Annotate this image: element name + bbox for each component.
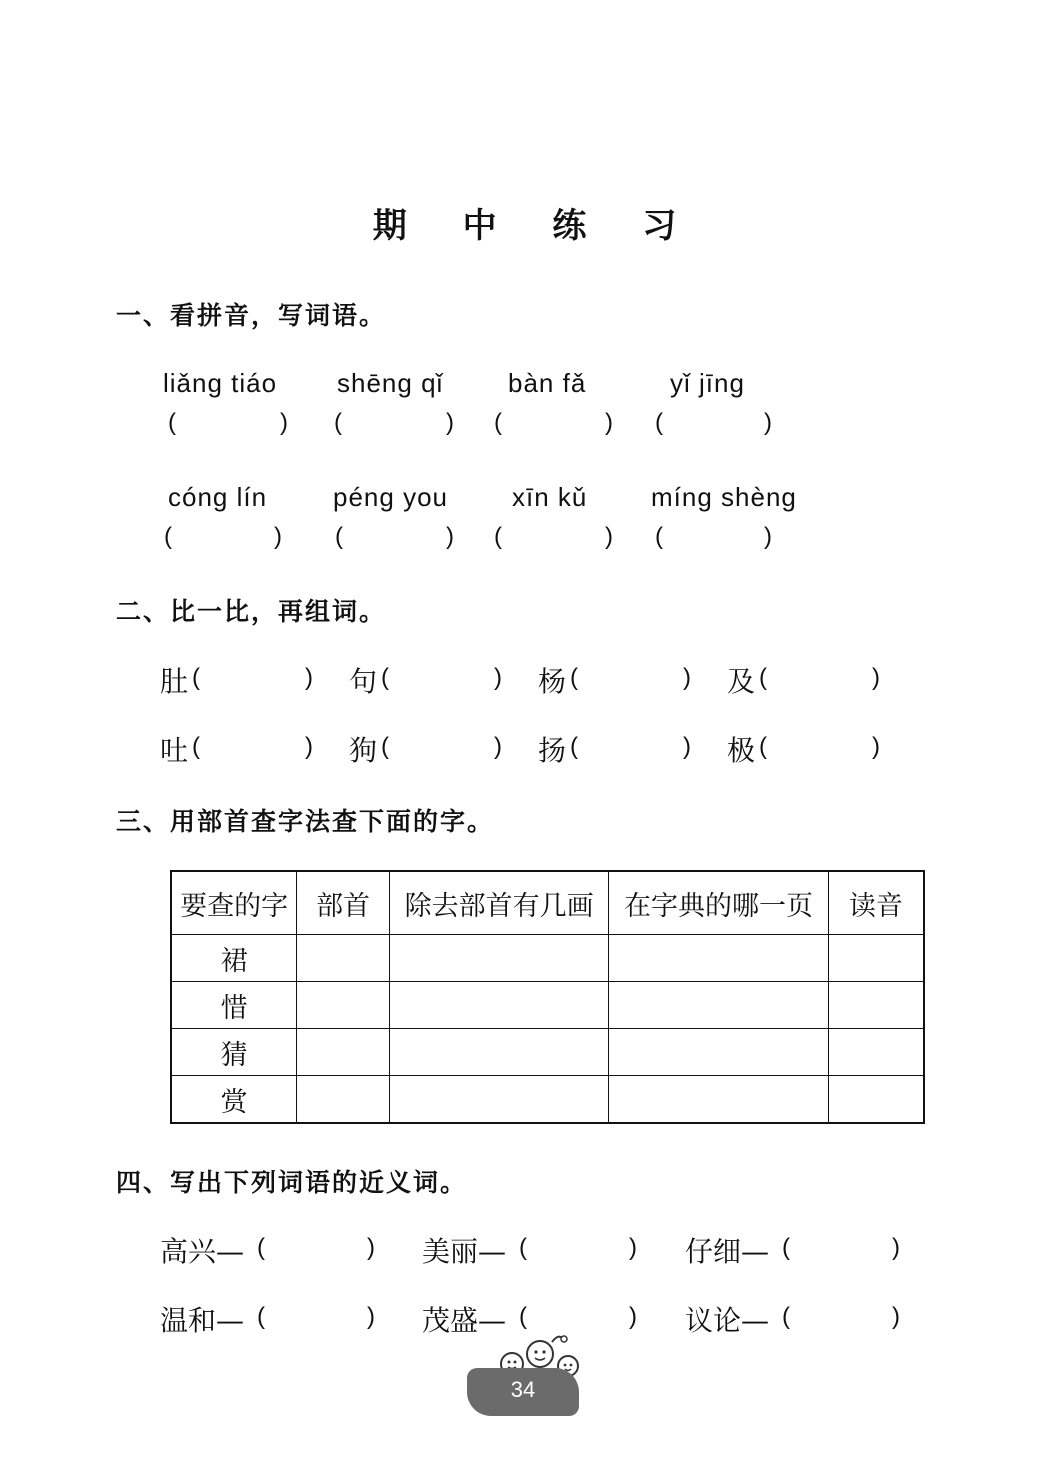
answer-cell[interactable] — [389, 1029, 608, 1076]
paren-open: ( — [759, 664, 767, 691]
compare-char: 及 — [727, 665, 756, 698]
pinyin-label: yǐ jīng — [670, 368, 745, 398]
paren-close: ) — [446, 409, 454, 436]
table-header: 在字典的哪一页 — [609, 871, 828, 935]
lookup-char: 赏 — [171, 1076, 297, 1124]
paren-open: ( — [257, 1303, 265, 1330]
paren-open: ( — [192, 733, 200, 760]
paren-close: ) — [629, 1234, 637, 1261]
pinyin-label: liǎng tiáo — [163, 368, 278, 398]
paren-close: ) — [305, 664, 313, 691]
paren-close: ) — [892, 1234, 900, 1261]
paren-close: ) — [494, 664, 502, 691]
paren-close: ) — [605, 409, 613, 436]
synonym-word: 茂盛— — [422, 1304, 507, 1337]
answer-blank[interactable] — [395, 729, 490, 765]
answer-blank[interactable] — [533, 1230, 625, 1266]
answer-blank[interactable] — [508, 406, 603, 440]
answer-blank[interactable] — [669, 406, 764, 440]
table-header-row — [171, 871, 924, 935]
synonym-word: 仔细— — [685, 1235, 770, 1268]
answer-blank[interactable] — [206, 660, 301, 696]
answer-cell[interactable] — [297, 982, 390, 1029]
paren-open: ( — [782, 1234, 790, 1261]
answer-blank[interactable] — [796, 1299, 888, 1335]
page-number: 34 — [510, 1377, 536, 1402]
paren-open: ( — [655, 523, 663, 550]
answer-blank[interactable] — [349, 520, 444, 554]
paren-open: ( — [494, 409, 502, 436]
compare-char: 肚 — [160, 665, 189, 698]
lookup-char: 猜 — [171, 1029, 297, 1076]
answer-cell[interactable] — [297, 935, 390, 982]
table-row — [171, 1029, 924, 1076]
paren-open: ( — [494, 523, 502, 550]
answer-blank[interactable] — [773, 729, 868, 765]
paren-open: ( — [257, 1234, 265, 1261]
paren-close: ) — [764, 409, 772, 436]
paren-open: ( — [164, 523, 172, 550]
paren-close: ) — [367, 1234, 375, 1261]
table-header: 读音 — [828, 871, 924, 935]
answer-blank[interactable] — [584, 660, 679, 696]
lookup-char: 裙 — [171, 935, 297, 982]
answer-blank[interactable] — [271, 1299, 363, 1335]
answer-blank[interactable] — [395, 660, 490, 696]
answer-blank[interactable] — [182, 406, 277, 440]
paren-open: ( — [334, 409, 342, 436]
compare-char: 扬 — [538, 734, 567, 767]
answer-cell[interactable] — [389, 1076, 608, 1124]
answer-blank[interactable] — [508, 520, 603, 554]
section-heading-4: 四、写出下列词语的近义词。 — [116, 1168, 468, 1197]
answer-blank[interactable] — [584, 729, 679, 765]
pinyin-label: bàn fǎ — [508, 368, 587, 398]
answer-cell[interactable] — [828, 982, 924, 1029]
page-title: 期 中 练 习 — [372, 206, 699, 246]
lookup-char: 惜 — [171, 982, 297, 1029]
answer-blank[interactable] — [669, 520, 764, 554]
table-header: 除去部首有几画 — [389, 871, 608, 935]
section-heading-2: 二、比一比，再组词。 — [116, 597, 387, 626]
table-row — [171, 982, 924, 1029]
compare-char: 杨 — [538, 665, 567, 698]
paren-close: ) — [367, 1303, 375, 1330]
paren-close: ) — [892, 1303, 900, 1330]
table-header: 部首 — [297, 871, 390, 935]
paren-open: ( — [192, 664, 200, 691]
paren-close: ) — [872, 733, 880, 760]
paren-close: ) — [629, 1303, 637, 1330]
answer-blank[interactable] — [178, 520, 273, 554]
pinyin-label: shēng qǐ — [337, 368, 444, 398]
answer-cell[interactable] — [609, 1076, 828, 1124]
paren-open: ( — [335, 523, 343, 550]
table-row — [171, 1076, 924, 1124]
pinyin-label: míng shèng — [651, 482, 797, 512]
synonym-word: 美丽— — [422, 1235, 507, 1268]
pinyin-label: xīn kǔ — [512, 482, 588, 512]
radical-lookup-table — [170, 870, 925, 1124]
answer-cell[interactable] — [828, 935, 924, 982]
paren-close: ) — [446, 523, 454, 550]
paren-open: ( — [759, 733, 767, 760]
pinyin-label: péng you — [333, 482, 448, 512]
answer-cell[interactable] — [609, 982, 828, 1029]
answer-cell[interactable] — [828, 1076, 924, 1124]
paren-close: ) — [494, 733, 502, 760]
table-header: 要查的字 — [171, 871, 297, 935]
synonym-word: 议论— — [685, 1304, 770, 1337]
answer-cell[interactable] — [609, 1029, 828, 1076]
section-heading-3: 三、用部首查字法查下面的字。 — [116, 807, 495, 836]
synonym-word: 高兴— — [160, 1235, 245, 1268]
paren-open: ( — [655, 409, 663, 436]
paren-open: ( — [570, 733, 578, 760]
paren-open: ( — [519, 1303, 527, 1330]
answer-blank[interactable] — [206, 729, 301, 765]
answer-cell[interactable] — [609, 935, 828, 982]
paren-open: ( — [381, 733, 389, 760]
answer-blank[interactable] — [348, 406, 443, 440]
compare-char: 狗 — [349, 734, 378, 767]
page-number-badge — [467, 1368, 579, 1416]
paren-close: ) — [305, 733, 313, 760]
paren-open: ( — [168, 409, 176, 436]
answer-cell[interactable] — [828, 1029, 924, 1076]
pinyin-label: cóng lín — [168, 482, 268, 512]
synonym-word: 温和— — [160, 1304, 245, 1337]
paren-close: ) — [683, 733, 691, 760]
section-heading-1: 一、看拼音，写词语。 — [116, 301, 387, 330]
paren-close: ) — [872, 664, 880, 691]
paren-close: ) — [280, 409, 288, 436]
paren-close: ) — [683, 664, 691, 691]
answer-cell[interactable] — [389, 935, 608, 982]
table-row — [171, 935, 924, 982]
compare-char: 句 — [349, 665, 378, 698]
answer-cell[interactable] — [389, 982, 608, 1029]
answer-blank[interactable] — [271, 1230, 363, 1266]
paren-open: ( — [782, 1303, 790, 1330]
answer-cell[interactable] — [297, 1076, 390, 1124]
compare-char: 吐 — [160, 734, 189, 767]
paren-close: ) — [274, 523, 282, 550]
answer-blank[interactable] — [773, 660, 868, 696]
paren-open: ( — [570, 664, 578, 691]
paren-close: ) — [764, 523, 772, 550]
answer-blank[interactable] — [796, 1230, 888, 1266]
paren-open: ( — [519, 1234, 527, 1261]
answer-cell[interactable] — [297, 1029, 390, 1076]
paren-close: ) — [605, 523, 613, 550]
compare-char: 极 — [727, 734, 756, 767]
paren-open: ( — [381, 664, 389, 691]
